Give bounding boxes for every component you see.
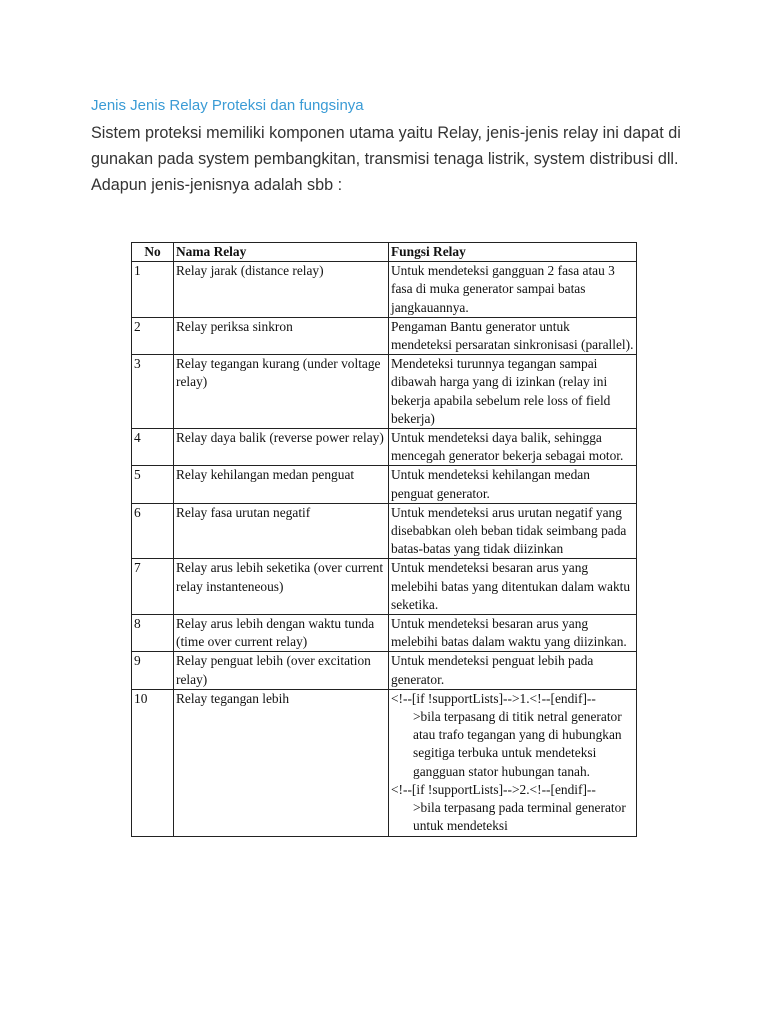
list-item-2-text: >bila terpasang pada terminal generator untuk mendeteksi <box>413 800 626 834</box>
cell-name: Relay tegangan lebih <box>174 689 389 836</box>
header-function: Fungsi Relay <box>389 243 637 262</box>
cell-name: Relay penguat lebih (over excitation relay) <box>174 652 389 689</box>
cell-function: Untuk mendeteksi kehilangan medan penguat generator. <box>389 466 637 503</box>
cell-name: Relay periksa sinkron <box>174 317 389 354</box>
cell-function: Untuk mendeteksi daya balik, sehingga mencegah generator bekerja sebagai motor. <box>389 429 637 466</box>
cell-function: Pengaman Bantu generator untuk mendeteksi persaratan sinkronisasi (parallel). <box>389 317 637 354</box>
relay-table <box>131 242 637 837</box>
cell-no: 7 <box>132 559 174 615</box>
table-row <box>132 652 637 689</box>
cell-no: 8 <box>132 615 174 652</box>
cell-no: 9 <box>132 652 174 689</box>
cell-no: 2 <box>132 317 174 354</box>
table-row <box>132 689 637 836</box>
cell-no: 1 <box>132 262 174 318</box>
cell-name: Relay tegangan kurang (under voltage relay) <box>174 355 389 429</box>
list-item-1-marker: <!--[if !supportLists]-->1.<!--[endif]-- <box>391 690 596 706</box>
table-row <box>132 615 637 652</box>
cell-name: Relay arus lebih dengan waktu tunda (time over current relay) <box>174 615 389 652</box>
table-row <box>132 503 637 559</box>
page-title: Jenis Jenis Relay Proteksi dan fungsinya <box>91 97 364 114</box>
cell-name: Relay kehilangan medan penguat <box>174 466 389 503</box>
cell-name: Relay fasa urutan negatif <box>174 503 389 559</box>
header-name: Nama Relay <box>174 243 389 262</box>
intro-paragraph-2: Adapun jenis-jenisnya adalah sbb : <box>91 176 343 194</box>
cell-function: Mendeteksi turunnya tegangan sampai dibawah harga yang di izinkan (relay ini bekerja apabila sebelum rele loss of field bekerja) <box>389 355 637 429</box>
table-row <box>132 466 637 503</box>
table-header-row <box>132 243 637 262</box>
table-row <box>132 429 637 466</box>
cell-name: Relay jarak (distance relay) <box>174 262 389 318</box>
header-no: No <box>132 243 174 262</box>
cell-function: Untuk mendeteksi arus urutan negatif yang disebabkan oleh beban tidak seimbang pada batas-batas yang tidak diizinkan <box>389 503 637 559</box>
cell-no: 10 <box>132 689 174 836</box>
cell-no: 4 <box>132 429 174 466</box>
cell-function: Untuk mendeteksi besaran arus yang melebihi batas dalam waktu yang diizinkan. <box>389 615 637 652</box>
cell-name: Relay daya balik (reverse power relay) <box>174 429 389 466</box>
list-item-2-marker: <!--[if !supportLists]-->2.<!--[endif]-- <box>391 781 596 797</box>
cell-function: Untuk mendeteksi gangguan 2 fasa atau 3 fasa di muka generator sampai batas jangkauannya. <box>389 262 637 318</box>
intro-text <box>91 120 691 198</box>
cell-no: 5 <box>132 466 174 503</box>
table-row <box>132 262 637 318</box>
cell-function <box>389 689 637 836</box>
table-row <box>132 355 637 429</box>
cell-no: 6 <box>132 503 174 559</box>
cell-function: Untuk mendeteksi besaran arus yang melebihi batas yang ditentukan dalam waktu seketika. <box>389 559 637 615</box>
intro-paragraph: Sistem proteksi memiliki komponen utama yaitu Relay, jenis-jenis relay ini dapat di gunakan pada system pembangkitan, transmisi tenaga listrik, system distribusi dll. <box>91 124 681 168</box>
table-row <box>132 559 637 615</box>
cell-no: 3 <box>132 355 174 429</box>
table-row <box>132 317 637 354</box>
cell-function: Untuk mendeteksi penguat lebih pada generator. <box>389 652 637 689</box>
list-item-1-text: >bila terpasang di titik netral generator atau trafo tegangan yang di hubungkan segitiga terbuka untuk mendeteksi gangguan stator hubungan tanah. <box>413 709 622 779</box>
cell-name: Relay arus lebih seketika (over current relay instanteneous) <box>174 559 389 615</box>
